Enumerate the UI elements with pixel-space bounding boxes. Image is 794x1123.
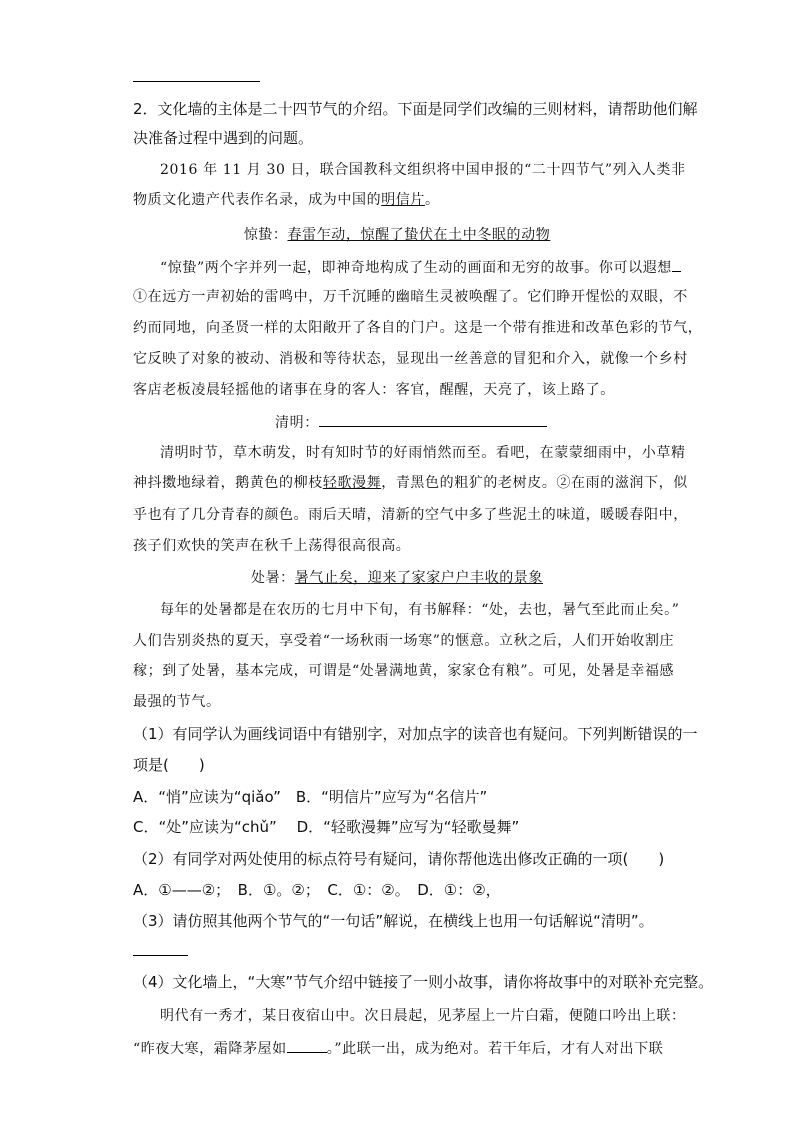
qingming-line4: 孩子们欢快的笑声在秋千上荡得很高很高。	[133, 538, 411, 554]
intro-line2-text: 物质文化遗产代表作名录，成为中国的	[133, 192, 382, 208]
sub4-story-line1: 明代有一秀才，某日夜宿山中。次日晨起，见茅屋上一片白霜，便随口吟出上联：	[160, 1008, 686, 1024]
sub4-story-line2	[133, 1038, 664, 1059]
qingming-answer-blank[interactable]	[319, 412, 547, 427]
jingzhe-heading-label: 惊蛰：	[243, 227, 288, 243]
chushu-heading-sentence: 暑气止矣，迎来了家家户户丰收的景象	[294, 570, 543, 586]
intro-line1: 2016 年 11 月 30 日，联合国教科文组织将中国申报的“二十四节气”列入人类非	[160, 162, 686, 178]
jingzhe-line5: 客店老板凌晨轻摇他的诸事在身的客人：客官，醒醒，天亮了，该上路了。	[133, 382, 615, 398]
couplet-blank[interactable]	[287, 1038, 327, 1053]
top-divider	[133, 81, 260, 82]
chushu-line4: 最强的节气。	[133, 694, 221, 710]
jingzhe-heading-sentence: 春雷乍动，惊醒了蛰伏在土中冬眠的动物	[287, 227, 551, 243]
jingzhe-line4: 它反映了对象的被动、消极和等待状态，显现出一丝善意的冒犯和介入，就像一个乡村	[133, 351, 688, 367]
chushu-line3: 稼；到了处暑，基本完成，可谓是“处暑满地黄，家家仓有粮”。可见，处暑是幸福感	[133, 663, 675, 679]
chushu-heading-label: 处暑：	[250, 570, 295, 586]
qingming-line2	[133, 473, 688, 493]
intro-line2	[133, 190, 661, 210]
qingming-heading-label: 清明：	[275, 415, 319, 431]
qingming-line2-end: ，青黑色的粗犷的老树皮。②在雨的滋润下，似	[381, 475, 688, 491]
qingming-line1: 清明时节，草木萌发，时有知时节的好雨悄然而至。看吧，在蒙蒙细雨中，小草精	[160, 445, 686, 461]
qingming-line3: 乎也有了几分青春的颜色。雨后天晴，清新的空气中多了些泥土的味道，暖暖春阳中，	[133, 507, 688, 523]
sub3-answer-line[interactable]	[133, 955, 188, 956]
sub4-story-line2-text: “昨夜大寒，霜降茅屋如	[133, 1041, 287, 1057]
intro-line2-end: 。	[425, 192, 440, 208]
qingming-heading	[275, 412, 575, 433]
underlined-word-mingxinpian: 明信片	[381, 192, 426, 208]
sub1-options-cd: C．“处”应读为“chǔ” D．“轻歌漫舞”应写为“轻歌曼舞”	[133, 818, 520, 836]
sub4-story-line2-end: 。”此联一出，成为绝对。若干年后，才有人对出下联	[326, 1041, 664, 1057]
sub2-options: A．①——②； B．①。②； C．①：②。 D．①：②，	[133, 881, 501, 899]
sub1-question-line2: 项是( )	[133, 756, 205, 774]
jingzhe-blank	[672, 257, 681, 272]
jingzhe-heading	[133, 225, 661, 245]
sub3-question: （3）请仿照其他两个节气的“一句话”解说，在横线上也用一句话解说“清明”。	[133, 912, 654, 930]
jingzhe-line1	[160, 257, 672, 278]
chushu-line2: 人们告别炎热的夏天，享受着“一场秋雨一场寒”的惬意。立秋之后，人们开始收割庄	[133, 633, 675, 649]
sub2-question: （2）有同学对两处使用的标点符号有疑问，请你帮他选出修改正确的一项( )	[133, 850, 665, 868]
underlined-word-qinggemanwu: 轻歌漫舞	[322, 475, 382, 491]
chushu-line1: 每年的处暑都是在农历的七月中下旬，有书解释：“处，去也，暑气至此而止矣。”	[160, 602, 680, 618]
jingzhe-line3: 约而同地，向圣贤一样的太阳敞开了各自的门户。这是一个带有推进和改革色彩的节气，	[133, 320, 703, 336]
jingzhe-line1-text: “惊蛰”两个字并列一起，即神奇地构成了生动的画面和无穷的故事。你可以遐想	[160, 260, 672, 276]
sub4-question: （4）文化墙上，“大寒”节气介绍中链接了一则小故事，请你将故事中的对联补充完整。	[133, 973, 714, 991]
question2-stem-line2: 决准备过程中遇到的问题。	[133, 129, 314, 147]
chushu-heading	[133, 568, 661, 588]
sub1-options-ab: A．“悄”应读为“qiǎo” B．“明信片”应写为“名信片”	[133, 788, 488, 806]
sub1-question-line1: （1）有同学认为画线词语中有错别字，对加点字的读音也有疑问。下列判断错误的一	[133, 725, 698, 743]
qingming-line2-text: 神抖擞地绿着，鹅黄色的柳枝	[133, 475, 323, 491]
question2-stem-line1: 2．文化墙的主体是二十四节气的介绍。下面是同学们改编的三则材料，请帮助他们解	[133, 100, 698, 118]
jingzhe-line2: ①在远方一声初始的雷鸣中，万千沉睡的幽暗生灵被唤醒了。它们睁开惺忪的双眼，不	[133, 289, 688, 305]
